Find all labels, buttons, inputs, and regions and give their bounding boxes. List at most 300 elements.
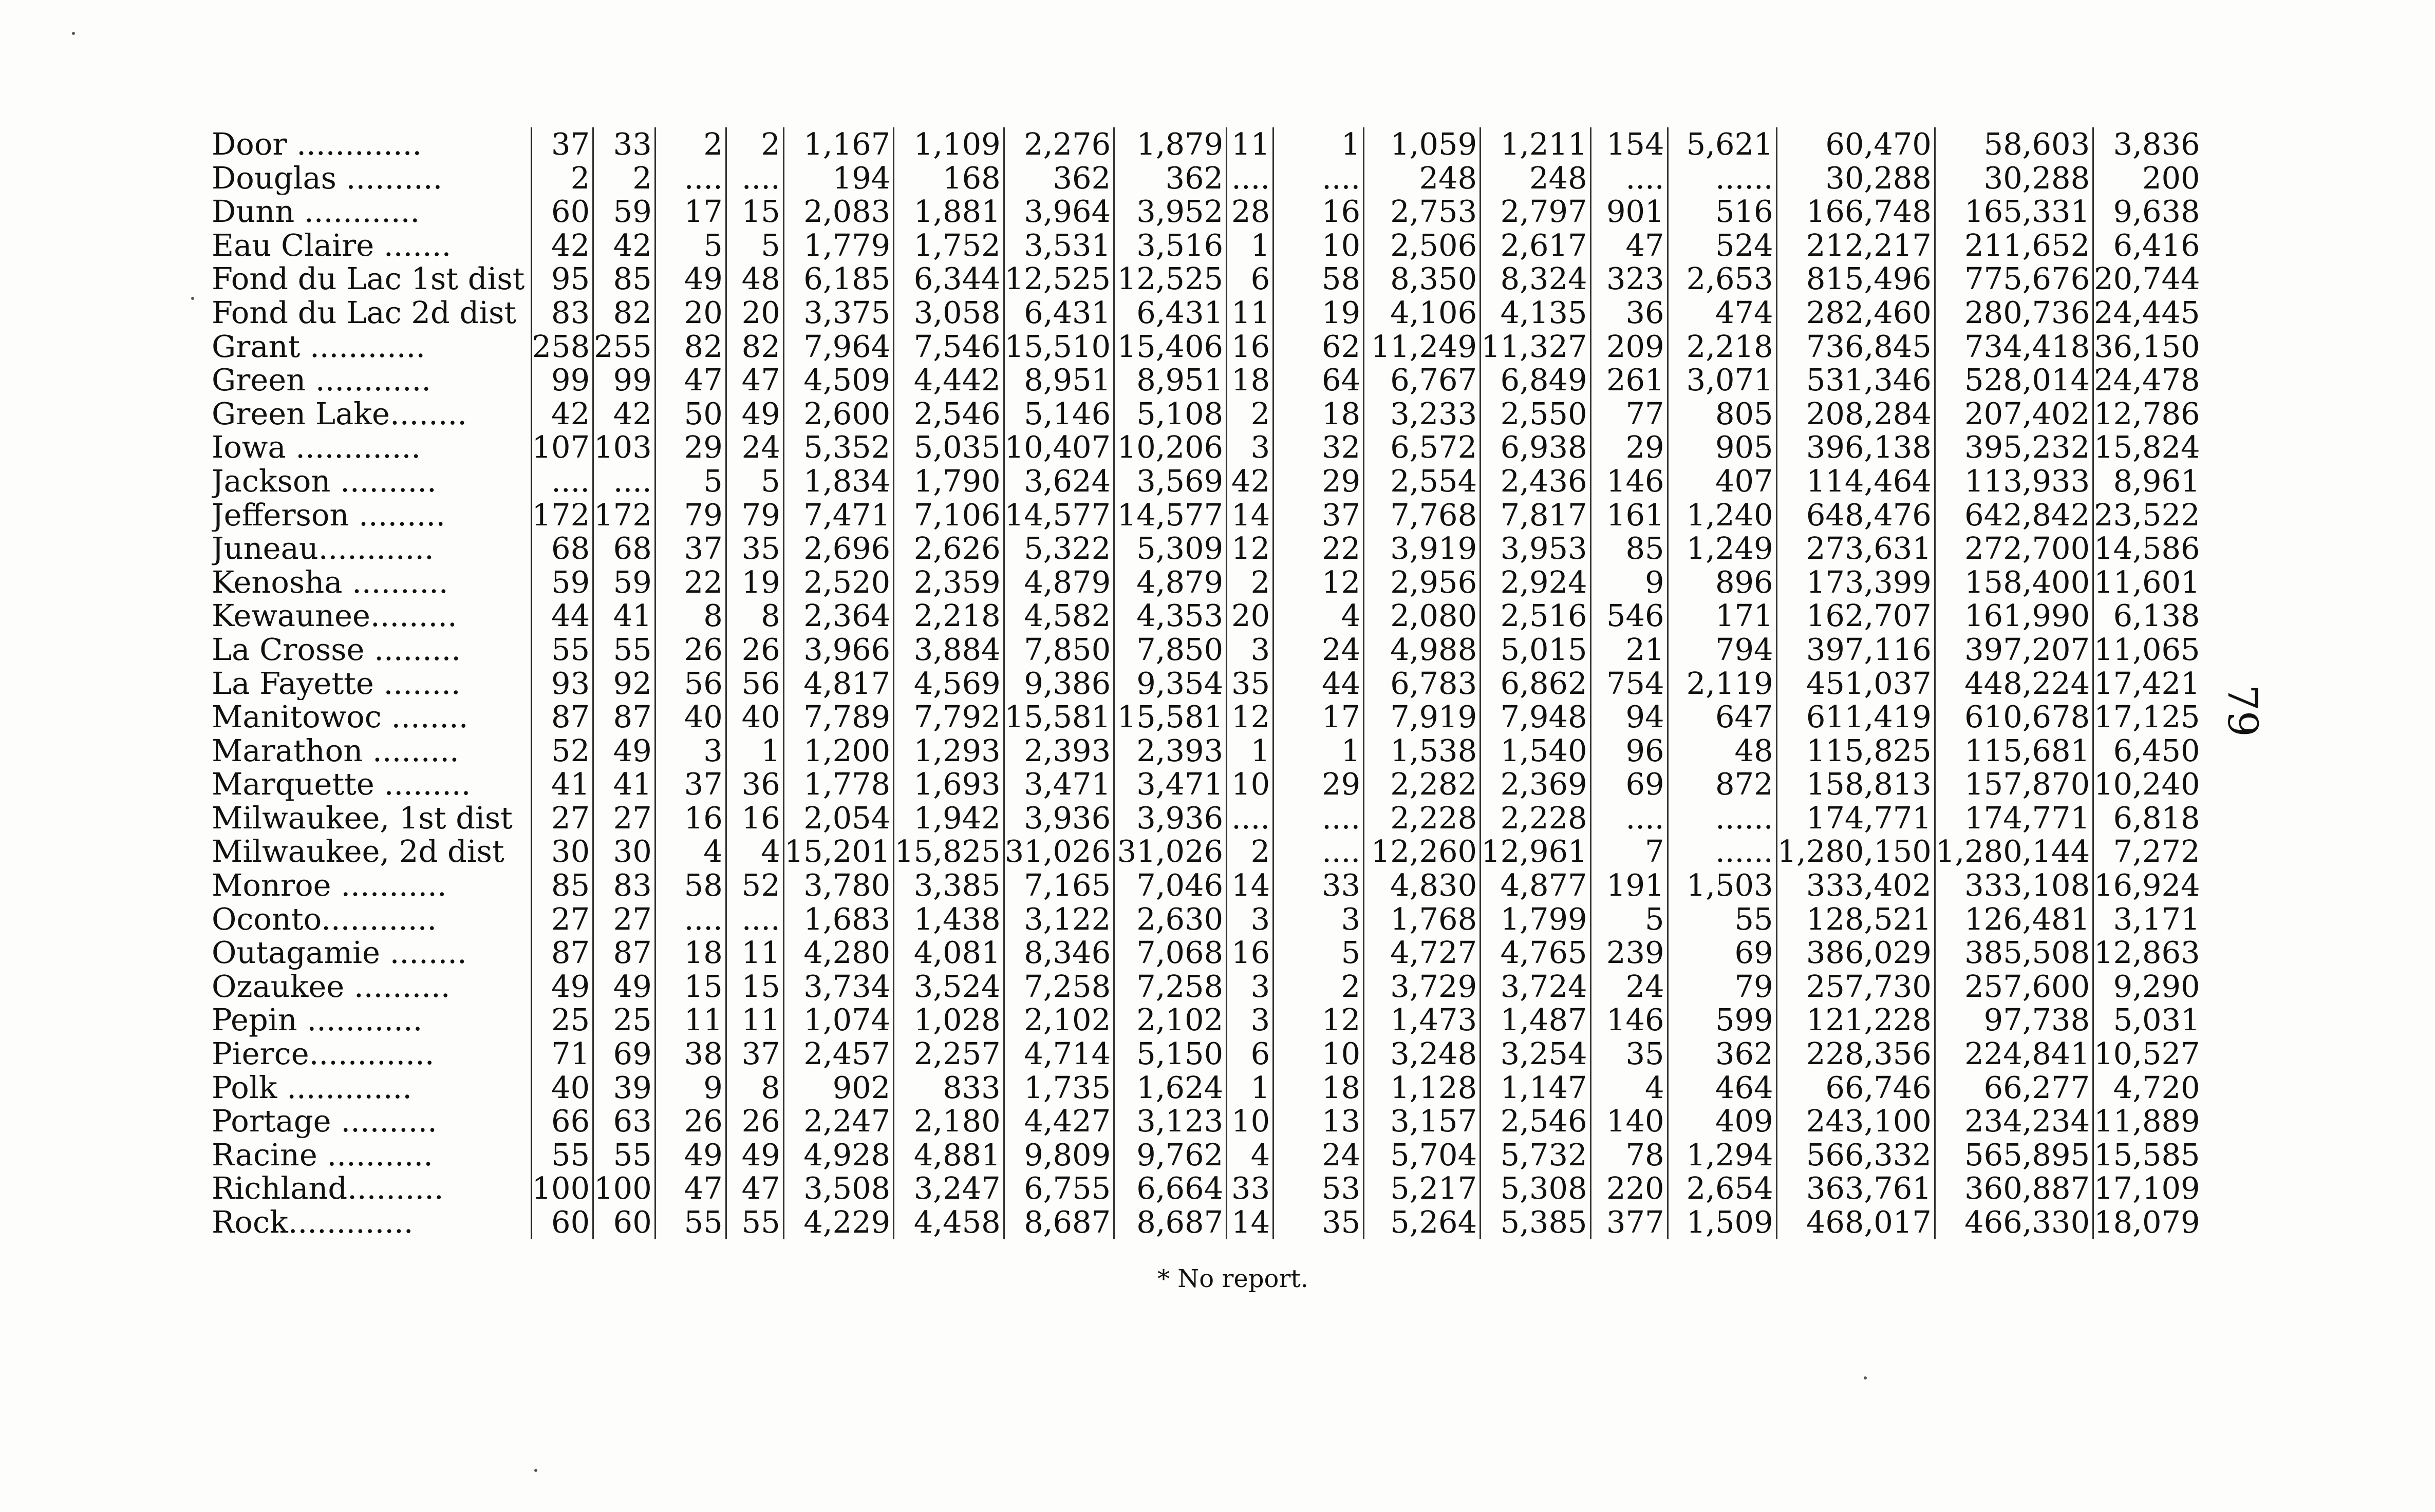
table-cell: 257,600 (1935, 970, 2093, 1004)
table-cell: 100 (593, 1171, 655, 1205)
table-cell: 14 (1227, 1205, 1273, 1239)
table-cell: 68 (531, 532, 593, 565)
table-cell: 30 (531, 835, 593, 868)
table-cell: 66,746 (1776, 1071, 1935, 1105)
table-cell: 2,369 (1481, 767, 1590, 801)
table-cell: 736,845 (1776, 330, 1935, 364)
table-cell: 11,327 (1481, 330, 1590, 364)
table-cell: 273,631 (1776, 532, 1935, 565)
table-cell: 1,693 (894, 767, 1004, 801)
table-cell: 24,445 (2094, 295, 2200, 330)
table-cell: 121,228 (1776, 1003, 1935, 1037)
table-cell: 49 (726, 1138, 783, 1172)
table-cell: 647 (1668, 700, 1776, 734)
table-cell: 22 (655, 565, 726, 599)
table-cell: 4,280 (783, 936, 893, 970)
table-cell: 15,201 (783, 835, 893, 868)
table-cell: 15,581 (1114, 700, 1227, 734)
table-cell: 114,464 (1776, 464, 1935, 498)
table-cell: 14,577 (1004, 498, 1114, 532)
table-cell: 4,458 (894, 1205, 1004, 1239)
table-cell: 2,436 (1481, 464, 1590, 498)
table-cell: 39 (593, 1071, 655, 1105)
table-cell: 409 (1668, 1104, 1776, 1138)
table-cell: 82 (726, 330, 783, 364)
table-cell: .... (1273, 161, 1364, 195)
table-cell: 2,282 (1364, 767, 1481, 801)
table-row (212, 498, 2203, 532)
table-cell: 49 (593, 734, 655, 768)
table-cell: 2 (1227, 835, 1273, 868)
table-cell: 3,508 (783, 1171, 893, 1205)
table-cell: 2,257 (894, 1037, 1004, 1071)
table-cell: 146 (1590, 464, 1668, 498)
table-cell: 172 (593, 498, 655, 532)
table-cell: 4,830 (1364, 868, 1481, 902)
table-cell: 2,180 (894, 1104, 1004, 1138)
table-row (212, 1071, 2203, 1105)
table-cell: 168 (894, 161, 1004, 195)
table-cell: 4,727 (1364, 936, 1481, 970)
table-cell: 15 (655, 970, 726, 1004)
table-cell: 35 (1227, 667, 1273, 701)
table-cell: 901 (1590, 195, 1668, 229)
table-cell: 5,704 (1364, 1138, 1481, 1172)
table-cell: 30,288 (1935, 161, 2093, 195)
table-cell: 1,509 (1668, 1205, 1776, 1239)
table-cell: 905 (1668, 430, 1776, 464)
table-cell: 20,744 (2094, 262, 2200, 296)
table-cell: 11 (726, 936, 783, 970)
table-cell: 6,664 (1114, 1171, 1227, 1205)
table-cell: 2,457 (783, 1037, 893, 1071)
table-cell: 17,421 (2094, 666, 2200, 701)
table-cell: 386,029 (1776, 936, 1935, 970)
table-cell: 1,028 (894, 1003, 1004, 1037)
table-cell: 10,527 (2094, 1037, 2200, 1071)
table-cell: 36 (1590, 296, 1668, 330)
table-cell: 78 (1590, 1138, 1668, 1172)
table-cell: 362 (1668, 1037, 1776, 1071)
table-cell: 2,600 (783, 397, 893, 431)
table-cell: 165,331 (1935, 195, 2093, 229)
table-cell: 24,478 (2094, 363, 2200, 397)
table-cell: 47 (1590, 229, 1668, 262)
table-cell: 13 (1273, 1104, 1364, 1138)
table-cell: 166,748 (1776, 195, 1935, 229)
table-cell: 87 (593, 700, 655, 734)
table-cell: 55 (593, 633, 655, 667)
table-cell: 2 (1273, 970, 1364, 1004)
table-cell: 12 (1273, 565, 1364, 599)
table-cell: ...... (1668, 801, 1776, 835)
table-cell: 333,108 (1935, 868, 2093, 902)
table-cell: 10,407 (1004, 430, 1114, 464)
table-cell: 95 (531, 262, 593, 296)
paper-speck (534, 1469, 537, 1472)
table-cell: 19 (1273, 296, 1364, 330)
table-cell: 55 (655, 1205, 726, 1239)
table-cell: 280,736 (1935, 296, 2093, 330)
table-cell: 3,569 (1114, 464, 1227, 498)
table-cell: 66 (531, 1104, 593, 1138)
table-cell: 16 (1227, 936, 1273, 970)
table-cell: 126,481 (1935, 902, 2093, 936)
table-cell: 6,185 (783, 262, 893, 296)
county-name: Marquette ......... (212, 767, 531, 801)
table-cell: 1,147 (1481, 1071, 1590, 1105)
county-statistics-table (212, 127, 2203, 1239)
county-name: Milwaukee, 2d dist (212, 835, 531, 868)
table-cell: .... (1590, 801, 1668, 835)
table-cell: 333,402 (1776, 868, 1935, 902)
table-cell: 3,734 (783, 970, 893, 1004)
table-cell: 1 (726, 734, 783, 768)
table-cell: 2,753 (1364, 195, 1481, 229)
table-cell: 9,386 (1004, 667, 1114, 701)
table-cell: 93 (531, 667, 593, 701)
table-cell: 8,324 (1481, 262, 1590, 296)
table-cell: 42 (531, 397, 593, 431)
county-name: Polk ............. (212, 1071, 531, 1105)
table-row (212, 599, 2203, 633)
county-name: Jefferson ......... (212, 498, 531, 532)
table-cell: 599 (1668, 1003, 1776, 1037)
table-row (212, 936, 2203, 970)
table-cell: 171 (1668, 599, 1776, 633)
table-cell: 1,249 (1668, 532, 1776, 565)
county-name: Marathon ......... (212, 734, 531, 768)
table-cell: 566,332 (1776, 1138, 1935, 1172)
table-row (212, 1138, 2203, 1172)
page-number: 79 (2219, 685, 2267, 737)
table-row (212, 363, 2203, 397)
table-cell: ...... (1668, 835, 1776, 868)
table-cell: 451,037 (1776, 667, 1935, 701)
table-cell: 12,260 (1364, 835, 1481, 868)
table-cell: 7,850 (1114, 633, 1227, 667)
table-cell: 52 (726, 868, 783, 902)
table-cell: 69 (1590, 767, 1668, 801)
table-cell: .... (1227, 801, 1273, 835)
table-cell: 2 (1227, 397, 1273, 431)
table-cell: 40 (726, 700, 783, 734)
table-cell: 3,780 (783, 868, 893, 902)
table-cell: 2,102 (1004, 1003, 1114, 1037)
table-cell: 1,540 (1481, 734, 1590, 768)
table-cell: 8,687 (1114, 1205, 1227, 1239)
table-cell: 3 (1227, 902, 1273, 936)
table-cell: 3,953 (1481, 532, 1590, 565)
table-cell: 7,964 (783, 330, 893, 364)
table-cell: .... (1227, 161, 1273, 195)
table-cell: 18 (655, 936, 726, 970)
table-cell: .... (1273, 801, 1364, 835)
table-row (212, 1205, 2203, 1239)
table-row (212, 229, 2203, 262)
table-cell: 794 (1668, 633, 1776, 667)
table-cell: 15,581 (1004, 700, 1114, 734)
table-cell: 174,771 (1776, 801, 1935, 835)
table-cell: 1,683 (783, 902, 893, 936)
table-cell: 146 (1590, 1003, 1668, 1037)
table-cell: 33 (1273, 868, 1364, 902)
table-cell: 11 (1227, 127, 1273, 161)
table-cell: 7,471 (783, 498, 893, 532)
table-cell: 12 (1227, 532, 1273, 565)
table-cell: 5,732 (1481, 1138, 1590, 1172)
table-cell: 6,862 (1481, 667, 1590, 701)
table-cell: 1 (1273, 734, 1364, 768)
table-cell: 40 (655, 700, 726, 734)
table-cell: 7,106 (894, 498, 1004, 532)
county-name: Pepin ............ (212, 1003, 531, 1037)
table-cell: 396,138 (1776, 430, 1935, 464)
table-cell: 69 (593, 1037, 655, 1071)
table-cell: 15,825 (894, 835, 1004, 868)
table-cell: 29 (1590, 430, 1668, 464)
table-cell: 19 (726, 565, 783, 599)
table-row (212, 1037, 2203, 1071)
table-cell: 35 (1273, 1205, 1364, 1239)
table-cell: 3,952 (1114, 195, 1227, 229)
table-row (212, 330, 2203, 364)
table-cell: 11,249 (1364, 330, 1481, 364)
table-cell: 17 (1273, 700, 1364, 734)
table-cell: 37 (726, 1037, 783, 1071)
table-cell: 10 (1227, 767, 1273, 801)
table-cell: 2 (726, 127, 783, 161)
table-cell: 59 (593, 195, 655, 229)
table-cell: 516 (1668, 195, 1776, 229)
table-cell: 1,799 (1481, 902, 1590, 936)
table-cell: 49 (726, 397, 783, 431)
table-cell: 2,054 (783, 801, 893, 835)
table-cell: 7,768 (1364, 498, 1481, 532)
table-cell: 37 (655, 532, 726, 565)
table-cell: 3,123 (1114, 1104, 1227, 1138)
table-cell: 14 (1227, 498, 1273, 532)
table-cell: 734,418 (1935, 330, 2093, 364)
county-name: Douglas .......... (212, 161, 531, 195)
table-cell: .... (655, 902, 726, 936)
county-name: Juneau............ (212, 532, 531, 565)
table-cell: 815,496 (1776, 262, 1935, 296)
table-cell: 546 (1590, 599, 1668, 633)
table-cell: 362 (1004, 161, 1114, 195)
table-row (212, 835, 2203, 868)
table-cell: 228,356 (1776, 1037, 1935, 1071)
table-cell: 14 (1227, 868, 1273, 902)
table-cell: 66,277 (1935, 1071, 2093, 1105)
table-cell: 33 (1227, 1171, 1273, 1205)
table-cell: 3,471 (1004, 767, 1114, 801)
county-name: Green Lake........ (212, 397, 531, 431)
table-cell: 8,961 (2113, 464, 2200, 498)
table-cell: 16,924 (2094, 868, 2200, 902)
table-cell: 1 (1227, 1071, 1273, 1105)
table-cell: 3,964 (1004, 195, 1114, 229)
table-cell: 17,125 (2094, 700, 2200, 734)
table-cell: 21 (1590, 633, 1668, 667)
table-cell: 5,150 (1114, 1037, 1227, 1071)
table-cell: .... (593, 464, 655, 498)
table-cell: 27 (593, 902, 655, 936)
table-cell: 15 (726, 970, 783, 1004)
table-cell: 1,473 (1364, 1003, 1481, 1037)
table-cell: 42 (1227, 464, 1273, 498)
county-name: Milwaukee, 1st dist (212, 801, 531, 835)
county-name: Richland.......... (212, 1171, 531, 1205)
table-row (212, 1104, 2203, 1138)
table-cell: 18 (1227, 363, 1273, 397)
table-cell: 174,771 (1935, 801, 2093, 835)
table-cell: 191 (1590, 868, 1668, 902)
table-cell: .... (1590, 161, 1668, 195)
table-cell: 7,068 (1114, 936, 1227, 970)
table-cell: 7,792 (894, 700, 1004, 734)
table-cell: 42 (531, 229, 593, 262)
table-cell: 10,206 (1114, 430, 1227, 464)
table-cell: 47 (655, 363, 726, 397)
table-cell: 27 (531, 801, 593, 835)
table-cell: 82 (655, 330, 726, 364)
table-cell: 5 (655, 229, 726, 262)
table-cell: 2,119 (1668, 667, 1776, 701)
table-cell: .... (655, 161, 726, 195)
table-cell: .... (726, 902, 783, 936)
table-cell: 25 (593, 1003, 655, 1037)
table-cell: 64 (1273, 363, 1364, 397)
table-cell: 6,767 (1364, 363, 1481, 397)
table-cell: 18 (1273, 1071, 1364, 1105)
table-cell: 172 (531, 498, 593, 532)
table-cell: 128,521 (1776, 902, 1935, 936)
table-cell: 1,280,150 (1776, 835, 1935, 868)
table-row (212, 902, 2203, 936)
table-cell: 4 (1273, 599, 1364, 633)
table-cell: 15,510 (1004, 330, 1114, 364)
table-row (212, 1003, 2203, 1037)
table-cell: 16 (655, 801, 726, 835)
table-cell: 79 (655, 498, 726, 532)
table-cell: 6,431 (1004, 296, 1114, 330)
table-cell: 10,240 (2094, 767, 2200, 801)
table-cell: 1 (1227, 229, 1273, 262)
table-cell: 99 (531, 363, 593, 397)
table-cell: 3 (1227, 633, 1273, 667)
table-cell: 2,080 (1364, 599, 1481, 633)
table-cell: 14,586 (2094, 532, 2200, 565)
table-cell: 40 (531, 1071, 593, 1105)
table-cell: 29 (1273, 464, 1364, 498)
table-cell: 2,546 (894, 397, 1004, 431)
county-name: Eau Claire ....... (212, 229, 531, 262)
table-cell: 58,603 (1935, 127, 2093, 161)
table-cell: 5 (726, 464, 783, 498)
table-cell: 1,735 (1004, 1071, 1114, 1105)
table-cell: 2,218 (894, 599, 1004, 633)
table-cell: 4,442 (894, 363, 1004, 397)
table-cell: 1,942 (894, 801, 1004, 835)
table-row (212, 127, 2203, 161)
table-cell: 377 (1590, 1205, 1668, 1239)
table-cell: 5,352 (783, 430, 893, 464)
table-cell: 1,167 (783, 127, 893, 161)
county-name: Manitowoc ........ (212, 700, 531, 734)
table-cell: 87 (531, 936, 593, 970)
table-cell: 3,254 (1481, 1037, 1590, 1071)
table-cell: 200 (2142, 161, 2200, 195)
table-cell: 154 (1590, 127, 1668, 161)
table-cell: 56 (726, 667, 783, 701)
table-cell: 468,017 (1776, 1205, 1935, 1239)
table-cell: 32 (1273, 430, 1364, 464)
table-cell: 9,638 (2113, 195, 2200, 229)
table-cell: 4 (1227, 1138, 1273, 1172)
table-cell: 4,229 (783, 1205, 893, 1239)
table-cell: 648,476 (1776, 498, 1935, 532)
table-cell: 7,817 (1481, 498, 1590, 532)
table-cell: 16 (726, 801, 783, 835)
table-cell: 1 (1227, 734, 1273, 768)
table-cell: 83 (531, 296, 593, 330)
table-cell: 5,031 (2113, 1003, 2200, 1037)
table-cell: 5,015 (1481, 633, 1590, 667)
table-cell: 24 (1273, 1138, 1364, 1172)
table-cell: 3,471 (1114, 767, 1227, 801)
table-cell: 1,624 (1114, 1071, 1227, 1105)
table-cell: 1,538 (1364, 734, 1481, 768)
table-cell: 20 (655, 296, 726, 330)
table-cell: 11 (726, 1003, 783, 1037)
table-cell: 11 (655, 1003, 726, 1037)
table-cell: 3,171 (2113, 902, 2200, 936)
table-cell: 7,919 (1364, 700, 1481, 734)
table-cell: 59 (593, 565, 655, 599)
table-cell: 7,165 (1004, 868, 1114, 902)
table-cell: 524 (1668, 229, 1776, 262)
county-name: La Crosse ......... (212, 633, 531, 667)
table-row (212, 565, 2203, 599)
table-cell: 4,427 (1004, 1104, 1114, 1138)
table-cell: 7,948 (1481, 700, 1590, 734)
table-cell: 24 (1273, 633, 1364, 667)
table-cell: 2,696 (783, 532, 893, 565)
county-name: Outagamie ........ (212, 936, 531, 970)
table-cell: 47 (726, 363, 783, 397)
table-cell: 12,863 (2094, 936, 2200, 970)
table-cell: 3,248 (1364, 1037, 1481, 1071)
table-cell: 37 (655, 767, 726, 801)
table-cell: 10 (1227, 1104, 1273, 1138)
table-cell: 207,402 (1935, 397, 2093, 431)
table-cell: 115,681 (1935, 734, 2093, 768)
table-cell: 4,081 (894, 936, 1004, 970)
table-cell: 68 (593, 532, 655, 565)
table-cell: 173,399 (1776, 565, 1935, 599)
table-cell: 37 (531, 127, 593, 161)
table-cell: 94 (1590, 700, 1668, 734)
county-name: Oconto............ (212, 902, 531, 936)
table-cell: 55 (531, 1138, 593, 1172)
table-cell: 79 (1668, 970, 1776, 1004)
table-cell: 464 (1668, 1071, 1776, 1105)
table-cell: 161,990 (1935, 599, 2093, 633)
table-cell: 1,438 (894, 902, 1004, 936)
table-cell: 42 (593, 229, 655, 262)
table-cell: 60,470 (1776, 127, 1935, 161)
